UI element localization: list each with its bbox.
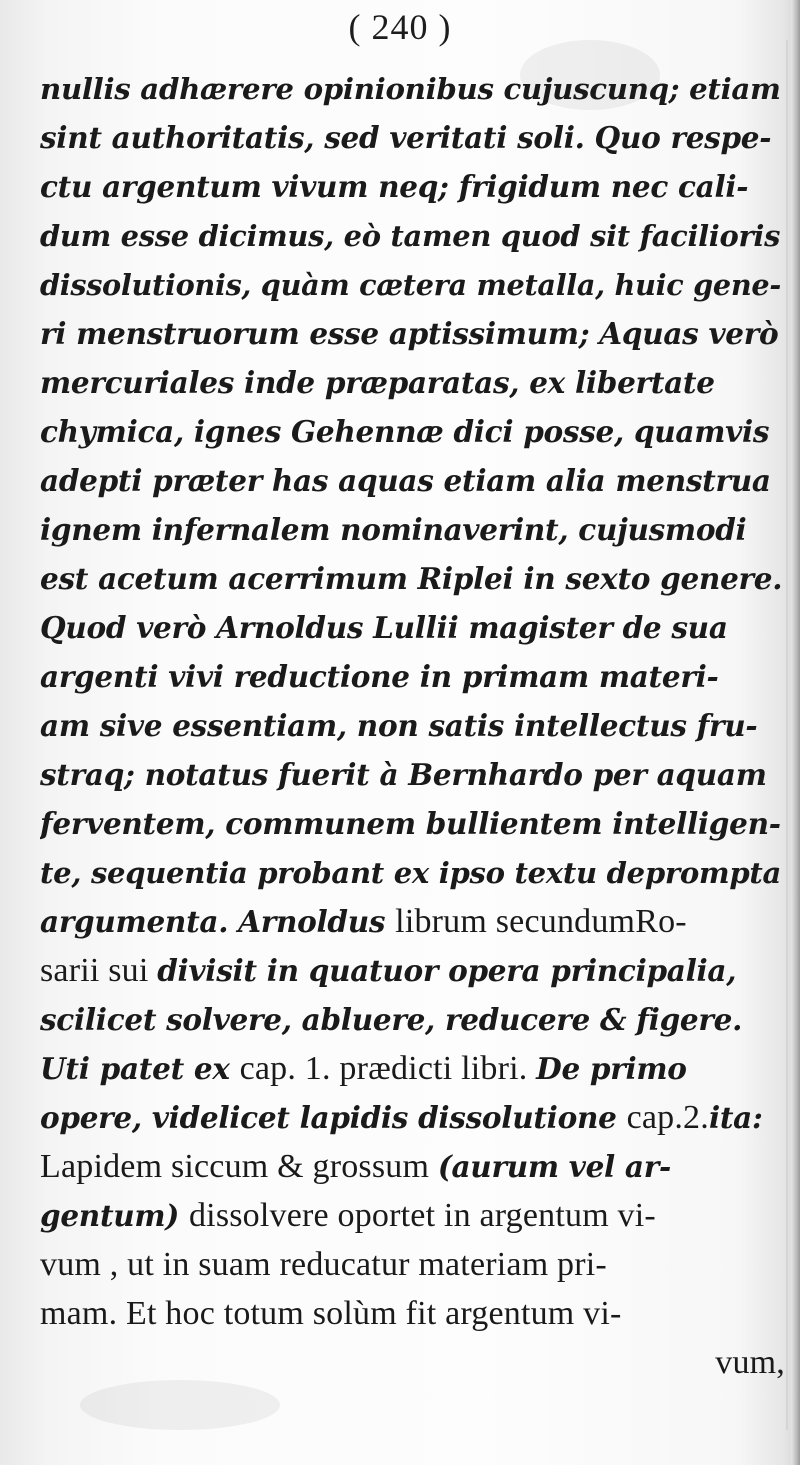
- roman-text: librum secundumRo-: [395, 903, 687, 940]
- roman-text: cap. 1. prædicti libri.: [239, 1050, 537, 1087]
- text-line: [40, 113, 785, 162]
- text-line: [40, 799, 785, 848]
- text-line: [40, 554, 785, 603]
- text-line: [40, 848, 785, 897]
- page-edge: [791, 0, 800, 1465]
- text-line: [40, 64, 785, 113]
- text-line: [40, 358, 785, 407]
- roman-text: sarii sui: [40, 952, 158, 989]
- italic-text: dum esse dicimus, eò tamen quod sit facilioris: [40, 219, 781, 253]
- italic-text: ita:: [708, 1100, 763, 1135]
- text-line: [40, 1044, 785, 1093]
- italic-text: argenti vivi reductione in primam materi-: [40, 659, 719, 694]
- text-line: [40, 1093, 785, 1142]
- page-number: ( 240 ): [348, 7, 452, 47]
- text-line: [40, 995, 785, 1044]
- text-line: [40, 505, 785, 554]
- text-line: [40, 456, 785, 505]
- italic-text: De primo: [536, 1051, 687, 1086]
- italic-text: Quod verò Arnoldus Lullii magister de sua: [40, 610, 728, 645]
- italic-text: ri menstruorum esse aptissimum; Aquas verò: [40, 316, 779, 351]
- text-line: [40, 897, 785, 946]
- italic-text: ctu argentum vivum neq; frigidum nec cali-: [40, 169, 749, 204]
- italic-text: argumenta. Arnoldus: [40, 904, 396, 939]
- text-line: [40, 309, 785, 358]
- italic-text: ferventem, communem bullientem intelligen-: [40, 806, 781, 841]
- roman-text: vum , ut in suam reducatur materiam pri-: [40, 1246, 607, 1283]
- italic-text: divisit in quatuor opera principalia,: [157, 953, 737, 988]
- italic-text: ignem infernalem nominaverint, cujusmodi: [40, 512, 747, 547]
- italic-text: opere, videlicet lapidis dissolutione: [40, 1100, 627, 1135]
- italic-text: chymica, ignes Gehennæ dici posse, quamvis: [40, 414, 770, 449]
- text-line: [40, 162, 785, 211]
- italic-text: dissolutionis, quàm cætera metalla, huic gene-: [40, 268, 781, 302]
- italic-text: scilicet solvere, abluere, reducere & figere.: [40, 1002, 743, 1037]
- italic-text: sint authoritatis, sed veritati soli. Quo respe-: [40, 120, 772, 155]
- text-line: [40, 1289, 785, 1338]
- italic-text: adepti præter has aquas etiam alia menstrua: [40, 463, 771, 498]
- roman-text: cap.2.: [626, 1099, 709, 1136]
- text-line: [40, 946, 785, 995]
- italic-text: am sive essentiam, non satis intellectus fru-: [40, 708, 758, 743]
- text-line: [40, 1338, 785, 1387]
- text-line: [40, 1191, 785, 1240]
- text-line: [40, 603, 785, 652]
- text-line: [40, 407, 785, 456]
- body-text: [40, 64, 785, 1387]
- italic-text: mercuriales inde præparatas, ex libertate: [40, 365, 715, 400]
- paper-stain: [80, 1380, 280, 1430]
- text-line: [40, 211, 785, 260]
- italic-text: straq; notatus fuerit à Bernhardo per aquam: [40, 757, 767, 792]
- italic-text: gentum): [40, 1198, 189, 1233]
- text-line: [40, 701, 785, 750]
- italic-text: nullis adhærere opinionibus cujuscunq; etiam: [40, 72, 781, 106]
- roman-text: Lapidem siccum & grossum: [40, 1148, 438, 1185]
- roman-text: dissolvere oportet in argentum vi-: [188, 1197, 656, 1234]
- text-line: [40, 1240, 785, 1289]
- text-line: [40, 260, 785, 309]
- roman-text: mam. Et hoc totum solùm fit argentum vi-: [40, 1295, 622, 1332]
- roman-text: vum,: [715, 1344, 785, 1381]
- italic-text: Uti patet ex: [40, 1051, 240, 1086]
- italic-text: est acetum acerrimum Riplei in sexto genere.: [40, 561, 783, 596]
- text-line: [40, 652, 785, 701]
- italic-text: (aurum vel ar-: [437, 1149, 671, 1184]
- text-line: [40, 750, 785, 799]
- text-line: [40, 1142, 785, 1191]
- italic-text: te, sequentia probant ex ipso textu deprompta: [40, 856, 782, 890]
- page-edge-shadow: [786, 40, 788, 1430]
